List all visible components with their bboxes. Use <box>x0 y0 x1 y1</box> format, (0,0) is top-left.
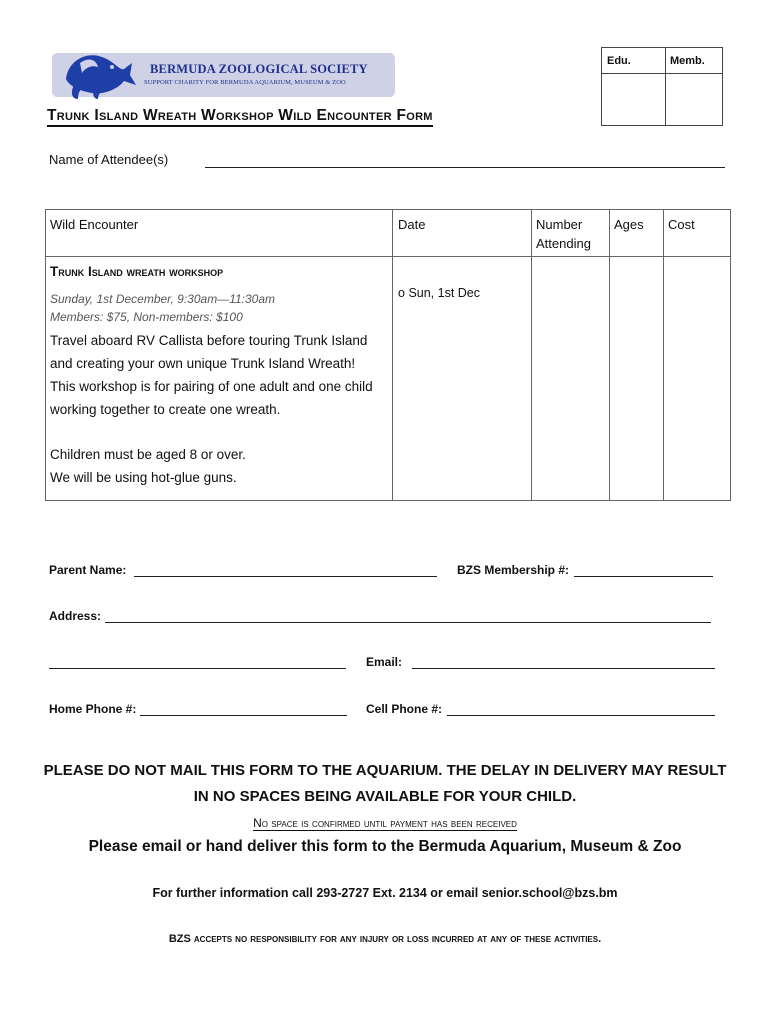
event-description-line: Travel aboard RV Callista before touring Trunk Island <box>50 333 368 348</box>
email-field[interactable] <box>412 668 715 669</box>
payment-note-text: No space is confirmed until payment has been received <box>253 816 517 830</box>
logo-name: BERMUDA ZOOLOGICAL SOCIETY <box>150 62 368 76</box>
radio-circle-icon[interactable]: o <box>398 286 409 300</box>
parent-name-label: Parent Name: <box>49 563 127 577</box>
warning-line-1: PLEASE DO NOT MAIL THIS FORM TO THE AQUARIUM. THE DELAY IN DELIVERY MAY RESULT <box>43 762 727 779</box>
bzs-logo <box>52 53 395 97</box>
event-description-line: working together to create one wreath. <box>50 402 281 417</box>
cell-phone-label: Cell Phone #: <box>366 702 443 716</box>
header-cost: Cost <box>668 217 695 232</box>
payment-note <box>0 816 770 830</box>
event-datetime: Sunday, 1st December, 9:30am—11:30am <box>50 292 276 306</box>
event-description-line: We will be using hot-glue guns. <box>50 470 237 485</box>
parent-name-field[interactable] <box>134 576 437 577</box>
membership-label: BZS Membership #: <box>457 563 570 577</box>
edu-label: Edu. <box>607 55 631 67</box>
event-title: Trunk Island wreath workshop <box>50 264 224 279</box>
memb-label: Memb. <box>670 55 705 67</box>
header-number: Number <box>536 217 583 232</box>
date-option[interactable] <box>398 286 480 300</box>
header-ages: Ages <box>614 217 644 232</box>
address-field[interactable] <box>105 622 711 623</box>
header-wild-encounter: Wild Encounter <box>50 217 139 232</box>
warning-line-2: IN NO SPACES BEING AVAILABLE FOR YOUR CHILD. <box>193 788 577 805</box>
header-attending: Attending <box>536 236 591 251</box>
address-field-line-2[interactable] <box>49 668 346 669</box>
membership-field[interactable] <box>574 576 713 577</box>
event-description-line: This workshop is for pairing of one adult and one child <box>50 379 373 394</box>
form-title: Trunk Island Wreath Workshop Wild Encounter Form <box>47 107 433 127</box>
address-label: Address: <box>49 609 102 623</box>
home-phone-label: Home Phone #: <box>49 702 137 716</box>
deliver-note: Please email or hand deliver this form to the Bermuda Aquarium, Museum & Zoo <box>88 838 682 855</box>
logo-tagline: SUPPORT CHARITY FOR BERMUDA AQUARIUM, MUSEUM & ZOO <box>144 79 346 86</box>
info-note: For further information call 293-2727 Ext. 2134 or email senior.school@bzs.bm <box>152 886 618 900</box>
email-label: Email: <box>366 655 403 669</box>
event-description-line: Children must be aged 8 or over. <box>50 447 246 462</box>
header-date: Date <box>398 217 426 232</box>
fish-logo-icon <box>58 49 138 101</box>
event-description-line: and creating your own unique Trunk Island Wreath! <box>50 356 356 371</box>
attendee-input-line[interactable] <box>205 167 725 168</box>
attendee-label: Name of Attendee(s) <box>49 152 169 167</box>
event-price: Members: $75, Non-members: $100 <box>50 310 243 324</box>
home-phone-field[interactable] <box>140 715 347 716</box>
cell-phone-field[interactable] <box>447 715 715 716</box>
office-use-table <box>601 47 723 126</box>
disclaimer: BZS accepts no responsibility for any injury or loss incurred at any of these activities. <box>168 933 602 945</box>
date-option-label: Sun, 1st Dec <box>408 286 481 300</box>
